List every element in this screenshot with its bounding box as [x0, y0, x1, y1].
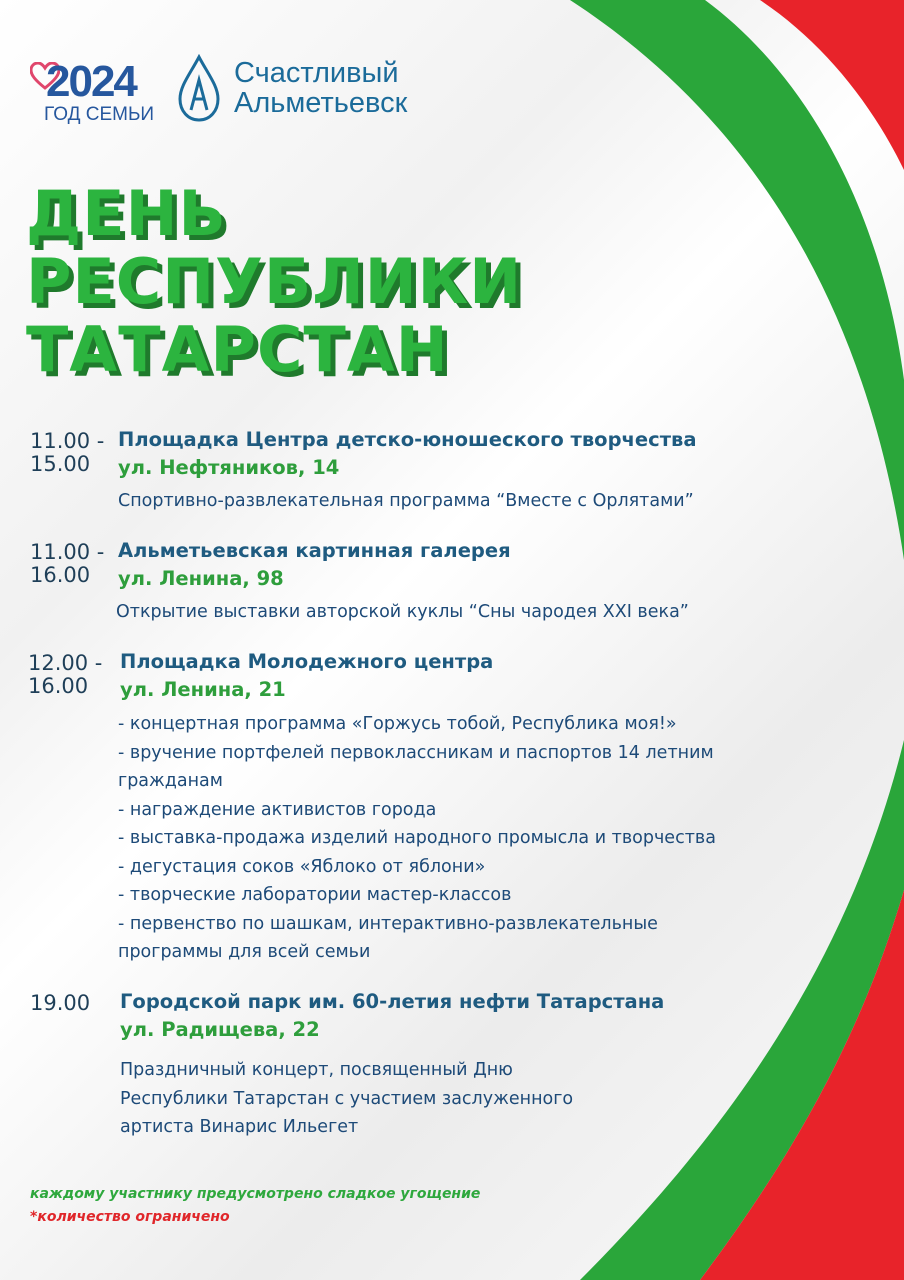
- event-3-time-end: 16.00: [28, 674, 89, 698]
- event-1-description: Спортивно-развлекательная программа “Вместе с Орлятами”: [118, 491, 694, 511]
- poster-title: [26, 177, 523, 386]
- logo-caption: ГОД СЕМЬИ: [44, 104, 155, 125]
- event-4-description: [120, 1056, 573, 1142]
- event-2-venue: [118, 537, 511, 593]
- event-2-time-start: 11.00 -: [30, 540, 105, 564]
- year-of-family-logo: [30, 57, 155, 130]
- event-3-time-start: 12.00 -: [28, 651, 103, 675]
- event-1-time: [30, 430, 104, 476]
- event-3-item-5: - дегустация соков «Яблоко от яблони»: [118, 856, 486, 877]
- event-3-item-2-cont: гражданам: [118, 771, 223, 791]
- title-line-3: ТАТАРСТАН: [26, 313, 449, 386]
- event-3-item-3: - награждение активистов города: [118, 799, 437, 820]
- event-4-time-start: 19.00: [30, 991, 91, 1015]
- event-4-description-line-1: Праздничный концерт, посвященный Дню: [120, 1060, 513, 1080]
- event-4-place: Городской парк им. 60-летия нефти Татарстана: [120, 990, 665, 1013]
- event-4-address: ул. Радищева, 22: [120, 1018, 320, 1041]
- event-4-venue: [120, 988, 664, 1044]
- treat-note: каждому участнику предусмотрено сладкое угощение: [30, 1186, 481, 1202]
- event-2-place: Альметьевская картинная галерея: [118, 539, 511, 562]
- event-3-item-1: - концертная программа «Горжусь тобой, Республика моя!»: [118, 714, 677, 734]
- event-2-time-end: 16.00: [30, 563, 91, 587]
- event-4-description-line-3: артиста Винарис Ильегет: [120, 1117, 359, 1137]
- event-3-item-2: - вручение портфелей первоклассникам и паспортов 14 летним: [118, 742, 714, 763]
- logo-city-line1: Счастливый: [234, 57, 399, 89]
- event-1-time-start: 11.00 -: [30, 429, 105, 453]
- event-1-place: Площадка Центра детско-юношеского творчества: [118, 428, 697, 451]
- title-line-2: РЕСПУБЛИКИ: [26, 245, 523, 318]
- title-line-1: ДЕНЬ: [26, 177, 227, 250]
- event-3-venue: [120, 648, 493, 704]
- event-3-time: [28, 652, 102, 698]
- event-3-place: Площадка Молодежного центра: [120, 650, 494, 673]
- event-4-time: [30, 992, 90, 1015]
- event-3-address: ул. Ленина, 21: [120, 678, 286, 701]
- logo-year: 2024: [46, 57, 136, 106]
- logo-city-name: [234, 58, 407, 118]
- drop-icon: [176, 54, 222, 124]
- event-1-time-end: 15.00: [30, 452, 91, 476]
- event-2-address: ул. Ленина, 98: [118, 567, 284, 590]
- event-2-description: Открытие выставки авторской куклы “Сны чародея XXI века”: [116, 602, 689, 622]
- event-3-item-7: - первенство по шашкам, интерактивно-развлекательные: [118, 913, 658, 934]
- event-3-program-list: [118, 710, 798, 967]
- logo-city-line2: Альметьевск: [234, 87, 408, 119]
- event-2-time: [30, 541, 104, 587]
- event-1-venue: [118, 426, 697, 482]
- event-3-item-7-cont: программы для всей семьи: [118, 942, 371, 962]
- event-3-item-6: - творческие лаборатории мастер-классов: [118, 885, 512, 905]
- limited-note: *количество ограничено: [30, 1209, 230, 1225]
- event-1-address: ул. Нефтяников, 14: [118, 456, 340, 479]
- event-4-description-line-2: Республики Татарстан с участием заслуженного: [120, 1088, 574, 1109]
- event-3-item-4: - выставка-продажа изделий народного промысла и творчества: [118, 828, 716, 848]
